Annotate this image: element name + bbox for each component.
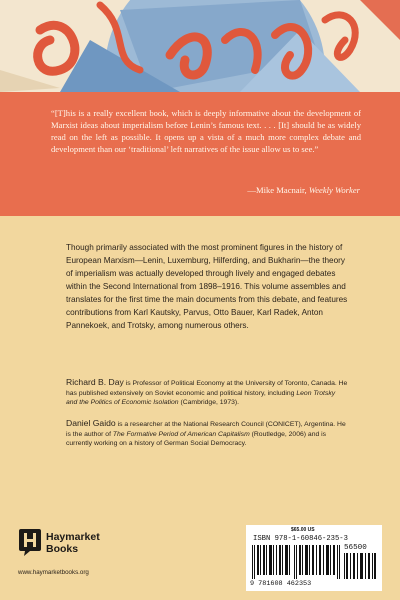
quote-source: Weekly Worker [308, 185, 360, 195]
haymarket-logo-icon [18, 527, 42, 557]
author-bio-gaido [66, 419, 348, 449]
cover-artwork [0, 0, 400, 92]
publisher-name-top: Haymarket [46, 531, 100, 543]
publisher-url: www.haymarketbooks.org [18, 569, 89, 576]
bio-text-end: (Routledge, 2006) and is currently working on a history of German Social Democracy. [66, 430, 327, 448]
constructivist-art-graphic [0, 0, 400, 92]
bio-text: is Professor of Political Economy at the University of Toronto, Canada. He has published extensively on Soviet economic and political history, including [66, 380, 348, 397]
ean-number: 9 781608 462353 [250, 580, 312, 588]
bio-work-title: The Formative Period of American Capitalism [112, 430, 250, 438]
addon-barcode-icon [344, 553, 376, 579]
endorsement-quote: “[T]his is a really excellent book, which is deeply informative about the development of Marxist ideas about imperialism before Lenin’s famous text. . . . [It] should be as widely read on the left as possible. It opens up a vista of a much more complex debate and development than our ‘traditional’ left narratives of the issue allow us to see.” [51, 108, 361, 154]
price-label: $65.00 US [291, 527, 315, 533]
publisher-name-bottom: Books [46, 543, 79, 555]
quote-attribution [247, 184, 360, 196]
book-description: Though primarily associated with the most prominent figures in the history of European Marxism—Lenin, Luxemburg, Hilferding, and Bukharin—the theory of imperialism was actually developed through lively and engaged debates within the Second International from 1898–1916. This volume assembles and translates for the first time the main documents from this debate, and features contributions from Karl Kautsky, Parvus, Otto Bauer, Karl Radek, Anton Pannekoek, and Trotsky, among numerous others. [66, 243, 348, 330]
author-name: Daniel Gaido [66, 418, 116, 428]
quote-author: —Mike Macnair, [247, 185, 307, 195]
isbn-label: ISBN 978-1-60846-235-3 [253, 535, 348, 543]
bio-text: is a researcher at the National Research Council (CONICET), Argentina. He is the author of [66, 421, 346, 438]
bio-text-end: (Cambridge, 1973). [178, 399, 240, 407]
barcode-addon-number: 56500 [344, 544, 367, 552]
barcode-icon [252, 545, 340, 579]
author-bio-day [66, 378, 348, 408]
barcode-panel [246, 525, 382, 591]
publisher-logo [18, 527, 168, 587]
author-name: Richard B. Day [66, 377, 124, 387]
bio-work-title: Leon Trotsky and the Politics of Economic Isolation [66, 389, 336, 407]
